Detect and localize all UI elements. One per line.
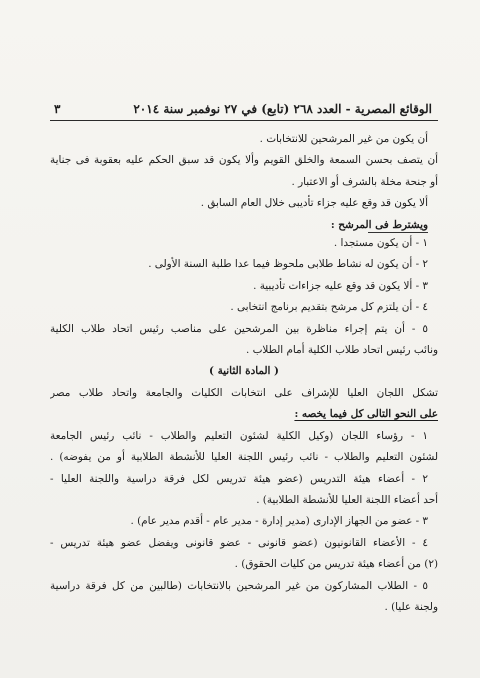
gazette-sheet (50, 100, 438, 618)
text-line: ألا يكون قد وقع عليه جزاء تأديبى خلال العام السابق . (200, 197, 428, 210)
text-line: (٢) من أعضاء هيئة تدريس من كليات الحقوق) . (234, 558, 438, 571)
text-line: أن يتصف بحسن السمعة والخلق القويم وألا يكون قد سبق الحكم عليه بعقوبة فى جناية (50, 154, 438, 167)
text-line: ولجنة عليا) . (384, 600, 438, 613)
list-item: ٤ - أن يلتزم كل مرشح بتقديم برنامج انتخابى . (230, 301, 428, 314)
text-line: على النحو التالى كل فيما يخصه : (294, 408, 438, 421)
text-line: أن يكون من غير المرشحين للانتخابات . (259, 133, 428, 145)
text-line: أحد أعضاء اللجنة العليا للأنشطة الطلابية) . (256, 493, 438, 506)
list-item: ٢ - أن يكون له نشاط طلابى ملحوظ فيما عدا طلبة السنة الأولى . (148, 258, 428, 271)
text-line: ونائب رئيس اتحاد طلاب الكلية أمام الطلاب . (246, 344, 438, 357)
article-heading: ( المادة الثانية ) (209, 365, 279, 378)
text-line: أو جنحة مخلة بالشرف أو الاعتبار . (291, 175, 438, 188)
page-number: ٣ (54, 102, 61, 116)
header-divider (50, 120, 438, 121)
list-item: ١ - رؤساء اللجان (وكيل الكلية لشئون التعليم والطلاب - نائب رئيس الجامعة (50, 429, 428, 442)
list-item: ٣ - ألا يكون قد وقع عليه جزاءات تأديبية . (253, 279, 428, 292)
text-line: لشئون التعليم والطلاب - نائب رئيس اللجنة العليا للأنشطة الطلابية أو من يفوضه) . (50, 451, 438, 464)
list-item: ٢ - أعضاء هيئة التدريس (عضو هيئة تدريس لكل فرقة دراسية واللجنة العليا - (50, 472, 428, 485)
text-line: تشكل اللجان العليا للإشراف على انتخابات الكليات والجامعة واتحاد طلاب مصر (50, 386, 438, 399)
list-item: ٥ - الطلاب المشاركون من غير المرشحين بالانتخابات (طالبين من كل فرقة دراسية (50, 579, 428, 592)
header-title: الوقائع المصرية - العدد ٢٦٨ (تابع) في ٢٧ نوفمبر سنة ٢٠١٤ (133, 102, 432, 116)
list-item: ١ - أن يكون مستجدا . (333, 237, 428, 250)
list-item: ٤ - الأعضاء القانونيون (عضو قانونى - عضو قانونى ويفضل عضو هيئة تدريس - (50, 536, 428, 549)
page-header (50, 100, 438, 118)
list-item: ٣ - عضو من الجهاز الإدارى (مدير إدارة - مدير عام - أقدم مدير عام) . (130, 515, 428, 528)
requirements-heading: ويشترط فى المرشح : (330, 218, 428, 231)
list-item: ٥ - أن يتم إجراء مناظرة بين المرشحين على مناصب رئيس اتحاد طلاب الكلية (50, 322, 428, 335)
